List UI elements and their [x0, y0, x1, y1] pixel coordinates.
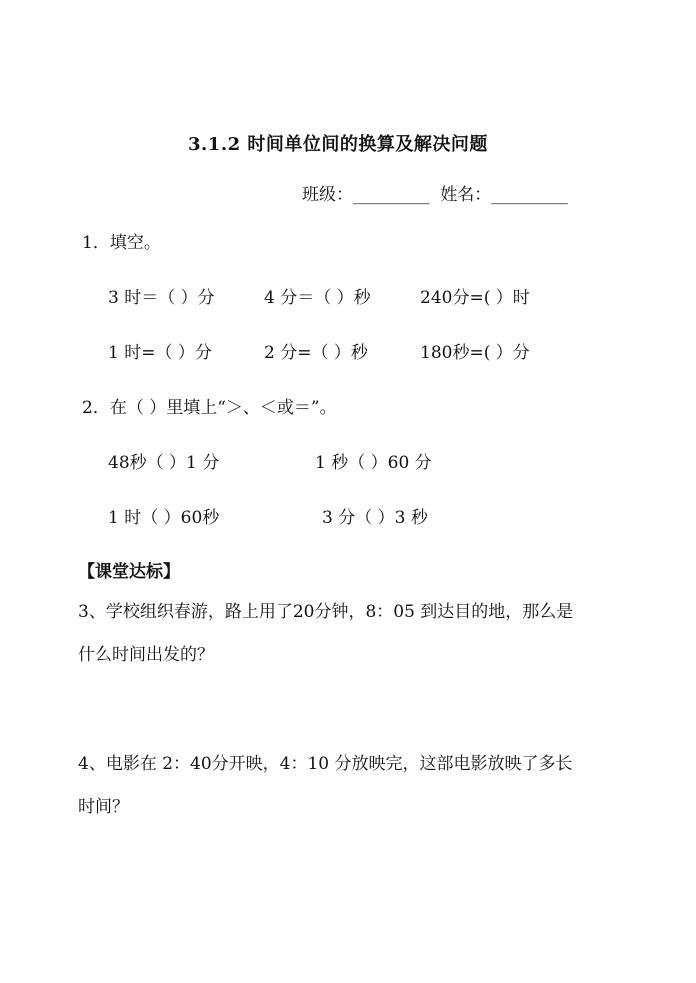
question-3	[78, 591, 638, 677]
name-blank: _________	[491, 185, 568, 205]
class-blank: _________	[353, 185, 430, 205]
q1-row1-item-a: 3 时＝（ ）分	[108, 288, 215, 308]
q1-row2-item-c: 180秒=( ）分	[420, 343, 530, 363]
section-heading: 【课堂达标】	[78, 562, 180, 582]
q2-row1-item-b: 1 秒（ ）60 分	[315, 453, 432, 473]
question-2-heading: 2．在（ ）里填上“＞、＜或＝”。	[82, 398, 337, 418]
page-title: 3.1.2 时间单位间的换算及解决问题	[188, 134, 488, 155]
q1-row2-item-b: 2 分=（ ）秒	[264, 343, 368, 363]
question-3-line-1: 3、学校组织春游，路上用了20分钟，8：05 到达目的地，那么是	[78, 602, 574, 622]
q1-row1-item-c: 240分=( ）时	[420, 288, 530, 308]
q2-row2-item-a: 1 时（ ）60秒	[108, 508, 220, 528]
student-info-line	[302, 180, 568, 205]
q1-row1-item-b: 4 分＝（ ）秒	[264, 288, 371, 308]
question-4	[78, 743, 638, 829]
question-1-heading: 1．填空。	[82, 233, 161, 253]
q1-row2-item-a: 1 时=（ ）分	[108, 343, 212, 363]
question-3-line-2: 什么时间出发的？	[78, 645, 214, 665]
class-label: 班级：	[302, 185, 353, 205]
name-label: 姓名：	[440, 185, 492, 205]
q2-row1-item-a: 48秒（ ）1 分	[108, 453, 220, 473]
question-4-line-1: 4、电影在 2：40分开映，4：10 分放映完，这部电影放映了多长	[78, 754, 573, 774]
q2-row2-item-b: 3 分（ ）3 秒	[322, 508, 428, 528]
question-4-line-2: 时间？	[78, 797, 129, 817]
